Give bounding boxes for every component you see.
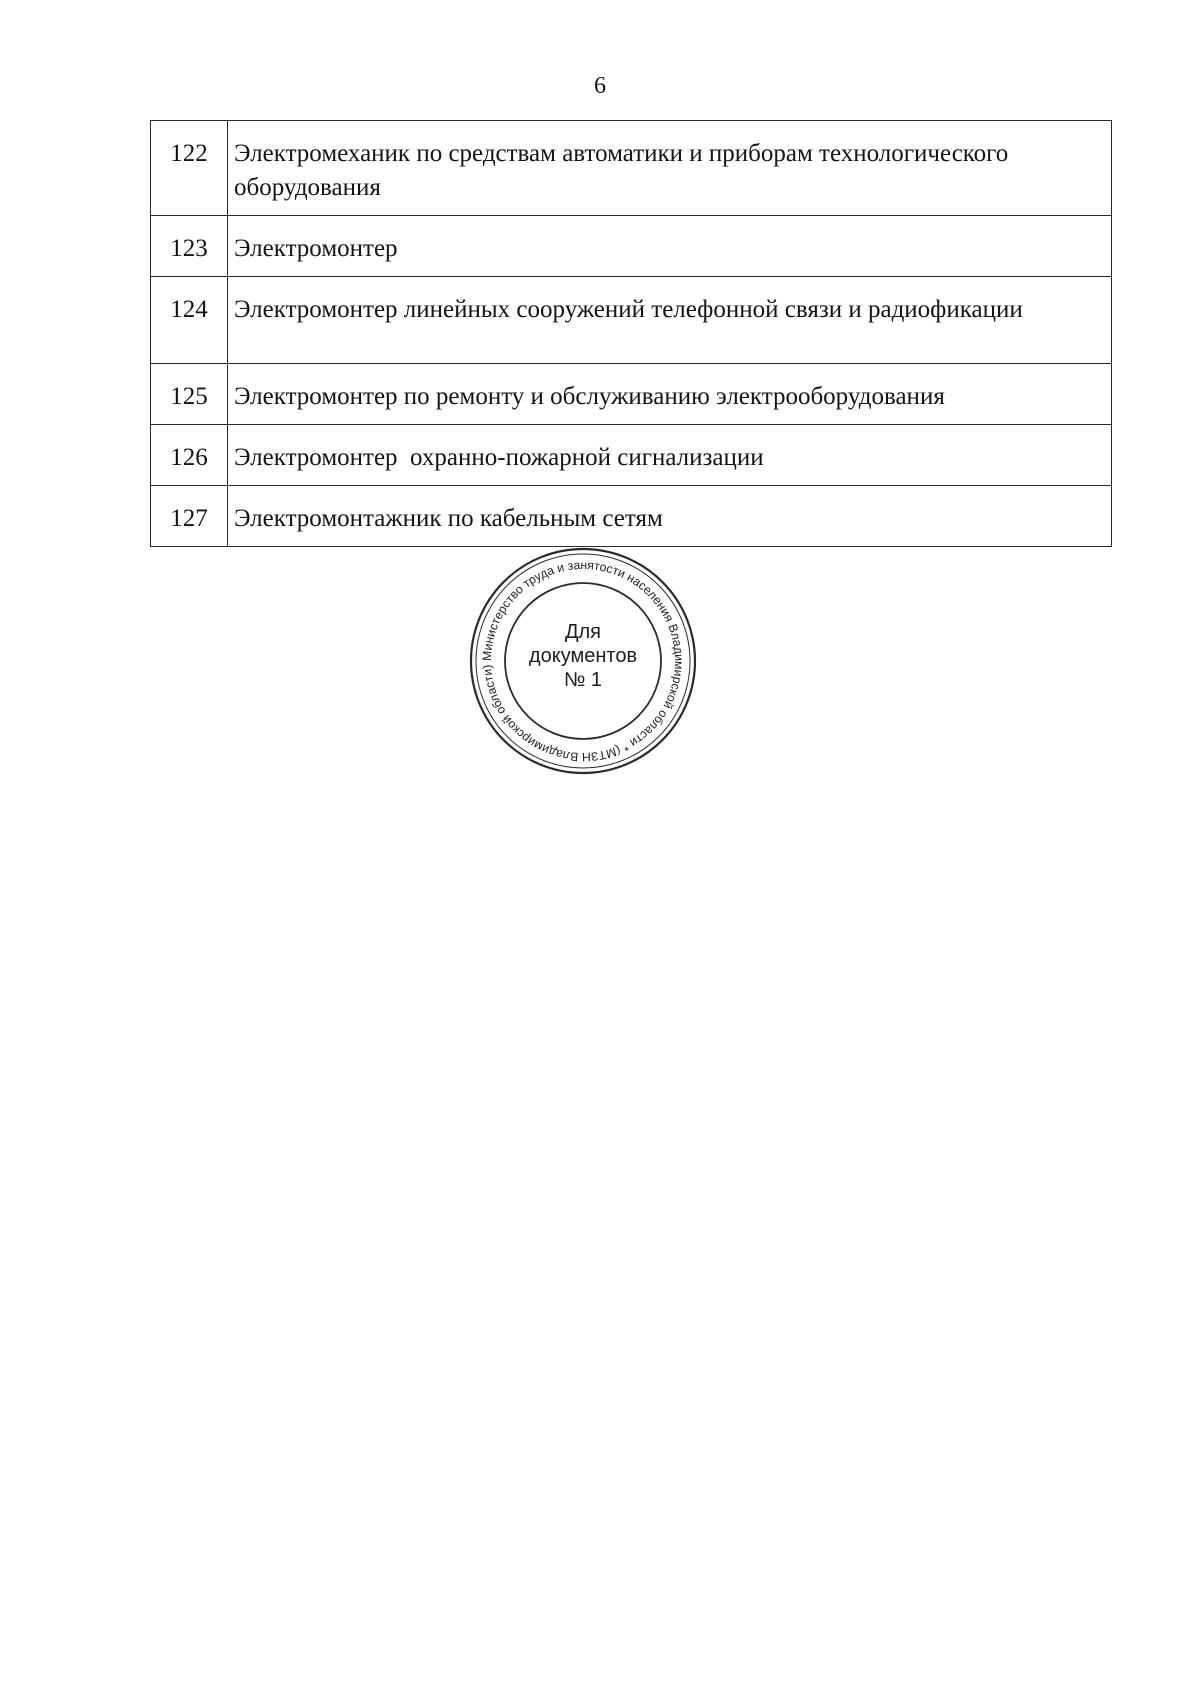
row-number: 122 [151,121,228,216]
page-number: 6 [594,73,606,99]
row-number: 124 [151,277,228,364]
stamp-center-line: № 1 [563,669,603,691]
official-stamp [468,546,698,776]
profession-name: Электромонтер охранно-пожарной сигнализации [228,425,1112,486]
table-row [151,277,1112,364]
stamp-center-text [468,620,698,692]
profession-name: Электромеханик по средствам автоматики и приборам технологического оборудования [228,121,1112,216]
table-row [151,425,1112,486]
profession-name: Электромонтер линейных сооружений телефонной связи и радиофикации [228,277,1112,364]
profession-name: Электромонтер по ремонту и обслуживанию электрооборудования [228,364,1112,425]
table-row [151,364,1112,425]
row-number: 127 [151,486,228,547]
profession-name: Электромонтажник по кабельным сетям [228,486,1112,547]
row-number: 123 [151,216,228,277]
table-row [151,121,1112,216]
row-number: 125 [151,364,228,425]
stamp-center-line: документов [528,645,638,667]
professions-table [150,120,1112,547]
profession-name: Электромонтер [228,216,1112,277]
table-row [151,486,1112,547]
stamp-ring-text: Министерство труда и занятости населения Владимирской области * (МТЗН Владимирской области) [479,557,687,765]
row-number: 126 [151,425,228,486]
table-row [151,216,1112,277]
stamp-center-line: Для [564,621,602,643]
